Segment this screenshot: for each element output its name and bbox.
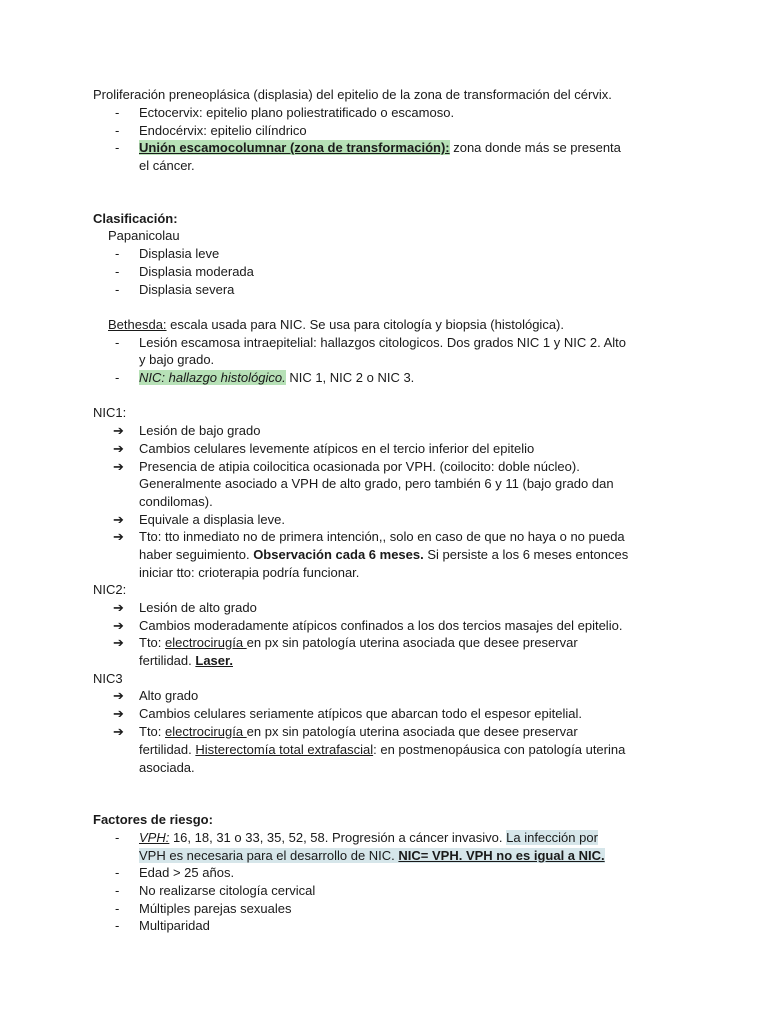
nic1-tto-text: haber seguimiento. <box>139 547 254 562</box>
dash-bullet: - <box>115 370 120 385</box>
nic-text: NIC 1, NIC 2 o NIC 3. <box>285 370 415 385</box>
nic2-item: Cambios moderadamente atípicos confinados a los dos tercios masajes del epitelio. <box>139 618 623 633</box>
dash-bullet: - <box>115 830 120 845</box>
arrow-icon: ➔ <box>113 706 124 721</box>
dash-bullet: - <box>115 264 120 279</box>
nic1-item: Lesión de bajo grado <box>139 423 261 438</box>
factor-item: Multiparidad <box>139 918 210 933</box>
nic3-histerectomia: Histerectomía total extrafascial <box>195 742 374 757</box>
dash-bullet: - <box>115 246 120 261</box>
nic1-item: Equivale a displasia leve. <box>139 512 285 527</box>
nic2-fertilidad: fertilidad. <box>139 653 196 668</box>
bethesda-text: escala usada para NIC. Se usa para citología y biopsia (histológica). <box>166 317 564 332</box>
arrow-icon: ➔ <box>113 423 124 438</box>
dash-bullet: - <box>115 335 120 350</box>
vph-highlight: VPH es necesaria para el desarrollo de NIC. <box>139 848 399 863</box>
nic3-tto-text: : en postmenopáusica con patología uterina <box>373 742 626 757</box>
nic-label: NIC: hallazgo histológico. <box>139 370 286 385</box>
nic1-item: Tto: tto inmediato no de primera intención,, solo en caso de que no haya o no pueda <box>139 529 625 544</box>
intro-item: Endocérvix: epitelio cilíndrico <box>139 123 307 138</box>
dash-bullet: - <box>115 865 120 880</box>
dash-bullet: - <box>115 883 120 898</box>
lesion-line: Lesión escamosa intraepitelial: hallazgos citologicos. Dos grados NIC 1 y NIC 2. Alto <box>139 335 627 350</box>
nic2-laser: Laser. <box>195 653 233 668</box>
nic2-item <box>139 634 578 652</box>
nic3-item <box>139 723 578 741</box>
bethesda-line <box>93 316 564 334</box>
dash-bullet: - <box>115 105 120 120</box>
dash-bullet: - <box>115 123 120 138</box>
nic2-electrocirugia: electrocirugía <box>165 635 247 650</box>
nic3-item-cont: asociada. <box>139 760 195 775</box>
nic2-tto-text: en px sin patología uterina asociada que desee preservar <box>246 635 578 650</box>
nic-line <box>139 369 414 387</box>
nic3-electrocirugia: electrocirugía <box>165 724 247 739</box>
arrow-icon: ➔ <box>113 459 124 474</box>
displasia-item: Displasia severa <box>139 282 235 297</box>
nic2-item-cont <box>139 652 233 670</box>
arrow-icon: ➔ <box>113 618 124 633</box>
intro-line: Proliferación preneoplásica (displasia) del epitelio de la zona de transformación del cérvix. <box>93 87 612 102</box>
nic1-item: Cambios celulares levemente atípicos en el tercio inferior del epitelio <box>139 441 535 456</box>
arrow-icon: ➔ <box>113 724 124 739</box>
vph-line-2 <box>139 847 605 865</box>
displasia-item: Displasia moderada <box>139 264 254 279</box>
arrow-icon: ➔ <box>113 529 124 544</box>
nic1-item-cont: Generalmente asociado a VPH de alto grado, pero también 6 y 11 (bajo grado dan <box>139 476 614 491</box>
dash-bullet: - <box>115 918 120 933</box>
arrow-icon: ➔ <box>113 600 124 615</box>
nic3-tto-text: en px sin patología uterina asociada que desee preservar <box>246 724 578 739</box>
arrow-icon: ➔ <box>113 441 124 456</box>
lesion-line-2: y bajo grado. <box>139 352 215 367</box>
nic2-tto-label: Tto: <box>139 635 166 650</box>
clasificacion-heading: Clasificación: <box>93 211 178 226</box>
factor-item: Edad > 25 años. <box>139 865 235 880</box>
nic1-observacion: Observación cada 6 meses. <box>253 547 424 562</box>
nic3-item-cont <box>139 741 625 759</box>
vph-bold: NIC= VPH. VPH no es igual a NIC. <box>398 848 605 863</box>
nic3-item: Cambios celulares seriamente atípicos que abarcan todo el espesor epitelial. <box>139 706 582 721</box>
factor-item: Múltiples parejas sexuales <box>139 901 292 916</box>
dash-bullet: - <box>115 140 120 155</box>
nic1-item-cont: condilomas). <box>139 494 213 509</box>
dash-bullet: - <box>115 282 120 297</box>
union-line-2: el cáncer. <box>139 158 195 173</box>
arrow-icon: ➔ <box>113 512 124 527</box>
factores-heading: Factores de riesgo: <box>93 812 213 827</box>
nic3-tto-label: Tto: <box>139 724 166 739</box>
intro-item: Ectocervix: epitelio plano poliestratificado o escamoso. <box>139 105 455 120</box>
nic1-item: Presencia de atipia coilocitica ocasionada por VPH. (coilocito: doble núcleo). <box>139 459 580 474</box>
vph-line <box>139 829 598 847</box>
nic2-heading: NIC2: <box>93 582 127 597</box>
nic1-item-cont <box>139 546 628 564</box>
nic3-heading: NIC3 <box>93 671 123 686</box>
nic3-item: Alto grado <box>139 688 199 703</box>
vph-label: VPH: <box>139 830 170 845</box>
vph-text: 16, 18, 31 o 33, 35, 52, 58. Progresión a cáncer invasivo. <box>169 830 507 845</box>
nic1-heading: NIC1: <box>93 405 127 420</box>
arrow-icon: ➔ <box>113 688 124 703</box>
dash-bullet: - <box>115 901 120 916</box>
nic2-item: Lesión de alto grado <box>139 600 257 615</box>
union-line <box>139 139 621 157</box>
bethesda-label: Bethesda: <box>108 317 167 332</box>
union-label: Unión escamocolumnar (zona de transformación): <box>139 140 450 155</box>
union-text: zona donde más se presenta <box>449 140 621 155</box>
papanicolau-label: Papanicolau <box>108 228 180 243</box>
nic1-item-cont: iniciar tto: crioterapia podría funcionar. <box>139 565 360 580</box>
nic3-fertilidad: fertilidad. <box>139 742 196 757</box>
vph-highlight: La infección por <box>506 830 598 845</box>
factor-item: No realizarse citología cervical <box>139 883 316 898</box>
nic1-tto-text: Si persiste a los 6 meses entonces <box>423 547 629 562</box>
displasia-item: Displasia leve <box>139 246 220 261</box>
arrow-icon: ➔ <box>113 635 124 650</box>
